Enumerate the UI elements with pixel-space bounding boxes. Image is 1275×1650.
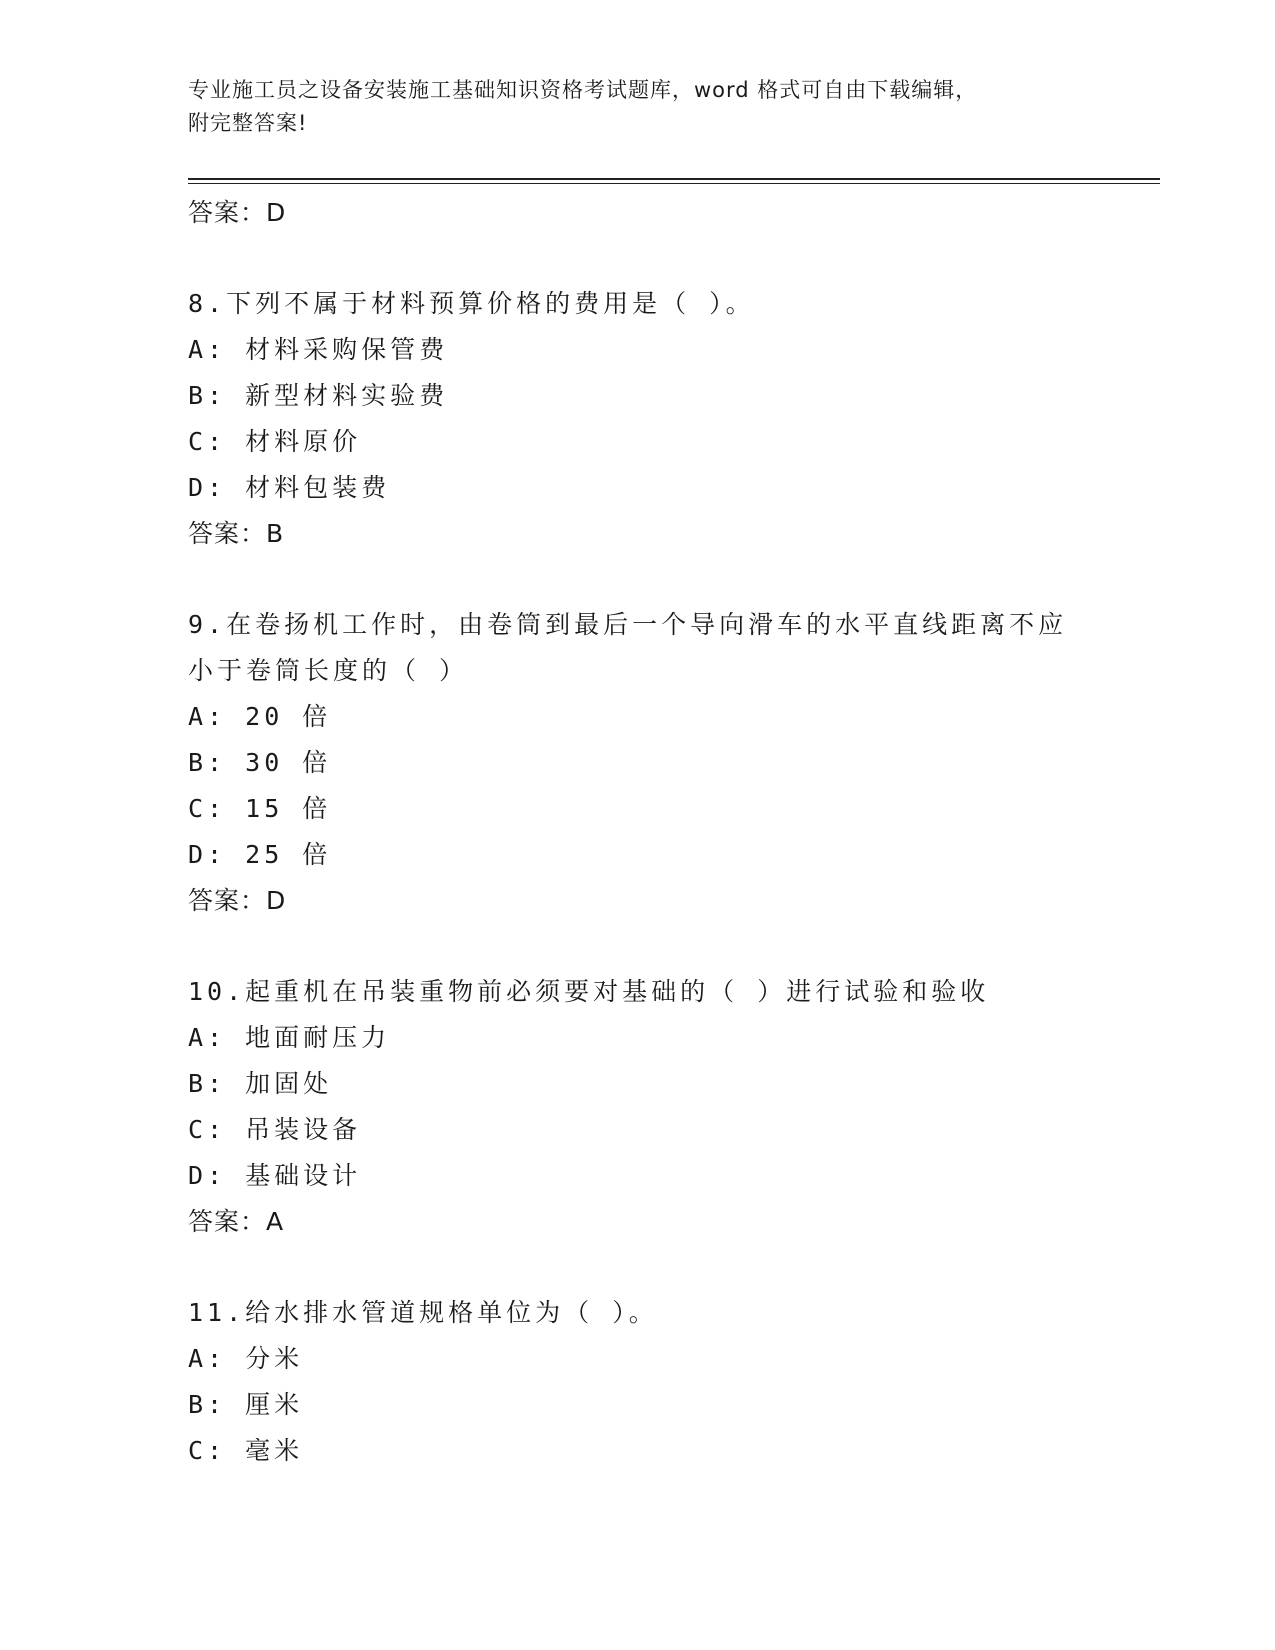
option-c: C: 15 倍 [188,794,332,823]
question-stem-continued: 小于卷筒长度的（ ） [188,656,469,685]
header-line-1: 专业施工员之设备安装施工基础知识资格考试题库，word 格式可自由下载编辑， [188,78,978,102]
option-d: D: 25 倍 [188,840,332,869]
previous-answer: 答案：D [188,198,287,227]
spacer [188,924,1148,969]
option-b: B: 厘米 [188,1390,304,1419]
option-b: B: 加固处 [188,1069,333,1098]
option-c: C: 材料原价 [188,427,362,456]
option-a: A: 20 倍 [188,702,332,731]
option-a: A: 材料采购保管费 [188,335,449,364]
document-header [188,74,1068,140]
option-c: C: 吊装设备 [188,1115,362,1144]
question-stem: 11.给水排水管道规格单位为（ ）。 [188,1298,658,1327]
question-stem: 10.起重机在吊装重物前必须要对基础的（ ）进行试验和验收 [188,977,990,1006]
question-stem: 8.下列不属于材料预算价格的费用是（ ）。 [188,289,755,318]
header-line-2: 附完整答案! [188,111,308,135]
spacer [188,1245,1148,1290]
answer-line: 答案：A [188,1207,285,1236]
spacer [188,557,1148,602]
option-a: A: 地面耐压力 [188,1023,391,1052]
header-divider-thick [188,178,1160,180]
header-divider-thin [188,183,1160,184]
option-b: B: 新型材料实验费 [188,381,449,410]
option-d: D: 材料包装费 [188,473,391,502]
option-d: D: 基础设计 [188,1161,362,1190]
question-item [188,281,1148,557]
option-b: B: 30 倍 [188,748,332,777]
answer-line: 答案：B [188,519,285,548]
option-a: A: 分米 [188,1344,304,1373]
question-item [188,602,1148,924]
question-item [188,1290,1148,1474]
question-stem: 9.在卷扬机工作时，由卷筒到最后一个导向滑车的水平直线距离不应 [188,610,1068,639]
question-item [188,969,1148,1245]
option-c: C: 毫米 [188,1436,304,1465]
answer-line: 答案：D [188,886,287,915]
question-list [188,190,1148,1474]
spacer [188,236,1148,281]
